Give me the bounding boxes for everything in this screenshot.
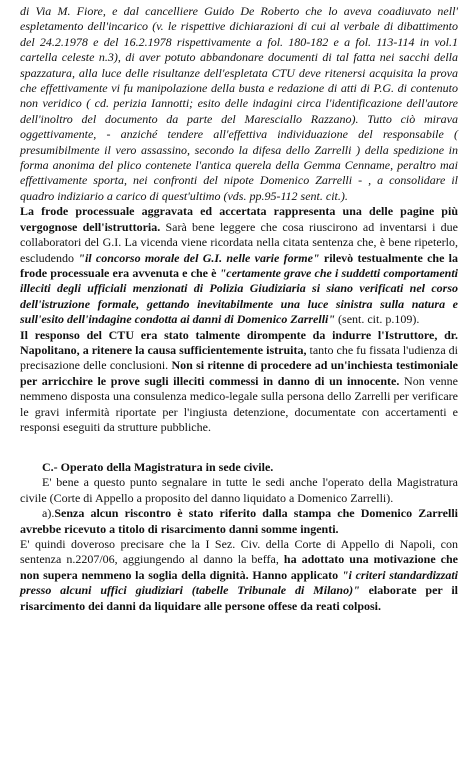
bold-text: elaborate per il risarcimento dei danni da liquidare alle persone offese da reati colposi. <box>20 583 458 613</box>
paragraph-responso-ctu <box>20 328 458 436</box>
quoted-text: "i criteri standardizzati presso alcuni uffici giudiziari (tabelle Tribunale di Milano)" <box>20 567 458 598</box>
paragraph-magistratura-civile: E' bene a questo punto segnalare in tutte le sedi anche l'operato della Magistratura civile (Corte di Appello a proposito del danno liquidato a Domenico Zarrelli). <box>20 475 458 505</box>
list-marker: a). <box>42 506 55 521</box>
bold-text: La frode processuale aggravata ed accertata rappresenta una delle pagine più vergognose dell'istruttoria. <box>20 204 458 234</box>
spacer <box>20 435 458 459</box>
plain-text: tanto che fu fissata l'udienza di precisazione delle conclusioni. <box>20 342 458 373</box>
plain-text: (sent. cit. p.109). <box>335 312 420 327</box>
section-heading: C.- Operato della Magistratura in sede civile. <box>42 460 274 475</box>
paragraph-frode-processuale <box>20 204 458 327</box>
plain-text: Sarà bene leggere che cosa riuscirono ad inventarsi i due collaboratori del G.I. La vicenda viene ricordata nella citata sentenza che, è bene ripeterlo, escludendo <box>20 219 458 265</box>
bold-text: Il responso del CTU era stato talmente dirompente da indurre l'Istruttore, dr. Napolitano, a ritenere la causa sufficientemente istruita, <box>20 327 458 357</box>
bold-text: rilevò testualmente che la frode processuale era avvenuta e che è <box>20 250 459 280</box>
bold-text: ha adottato una motivazione che non supera nemmeno la soglia della dignità. Hanno applicato <box>20 552 459 582</box>
plain-text: Non venne nemmeno disposta una consulenza medico-legale sulla persona dello Zarrelli per verificare le gravi infermità riportate per l'ingiusta detenzione, documentate con accertamenti e responsi eseguiti da strutture pubbliche. <box>20 373 458 434</box>
bold-text: Senza alcun riscontro è stato riferito dalla stampa che Domenico Zarrelli avrebbe ricevuto a titolo di risarcimento danni somme ingenti. <box>20 506 458 536</box>
paragraph-ctu-findings: di Via M. Fiore, e dal cancelliere Guido De Roberto che lo aveva coadiuvato nell' espletamento dell'incarico (v. le rispettive dichiarazioni di cui al verbale di dibattimento del 24.2.1978 e del 16.2.1978 rispettivamente a fol. 180-182 e a fol. 113-114 in vol.1 cartella celeste n.3), di aver potuto abbandonare documenti di tal fatta nei sacchi della spazzatura, alla luce delle risultanze dell'espletata CTU deve ritenersi acquisita la prova che effettivamente vi fu manipolazione della busta e redazione di atti di P.G. di contenuto non veridico ( cd. perizia Iannotti; esito delle indagini circa l'identificazione dell'autore dell'inoltro del documento da parte del Maresciallo Razzano). Tutto ciò mirava oggettivamente, - anziché tendere all'effettiva individuazione del responsabile ( presumibilmente il vero assassino, secondo la difesa dello Zarrelli ) della spedizione in forma anonima del plico contenete l'antica querela della Gemma Cenname, peraltro mai effettivamente sporta, nei confronti del nipote Domenico Zarrelli - , a consolidare il quadro indiziario a carico di quest'ultimo (vds. pp.95-112 sent. cit.). <box>20 4 458 203</box>
paragraph-corte-appello <box>20 537 458 614</box>
bold-text: Non si ritenne di procedere ad un'inchiesta testimoniale per arricchire le prove sugli illeciti commessi in danno di un innocente. <box>20 358 459 388</box>
quoted-text: "il concorso morale del G.I. nelle varie forme" <box>78 250 320 265</box>
paragraph-point-a <box>20 506 458 537</box>
quoted-text: "certamente grave che i suddetti comportamenti illeciti degli ufficiali menzionati di Polizia Giudiziaria si siano verificati nel corso dell'istruzione formale, gettando inevitabilmente una luce sinistra sulla natura e sull'esito dell'indagine condotta ai danni di Domenico Zarrelli" <box>20 265 458 327</box>
plain-text: E' quindi doveroso precisare che la I Sez. Civ. della Corte di Appello di Napoli, con sentenza n.2207/06, aggiungendo al danno la beffa, <box>20 537 458 567</box>
